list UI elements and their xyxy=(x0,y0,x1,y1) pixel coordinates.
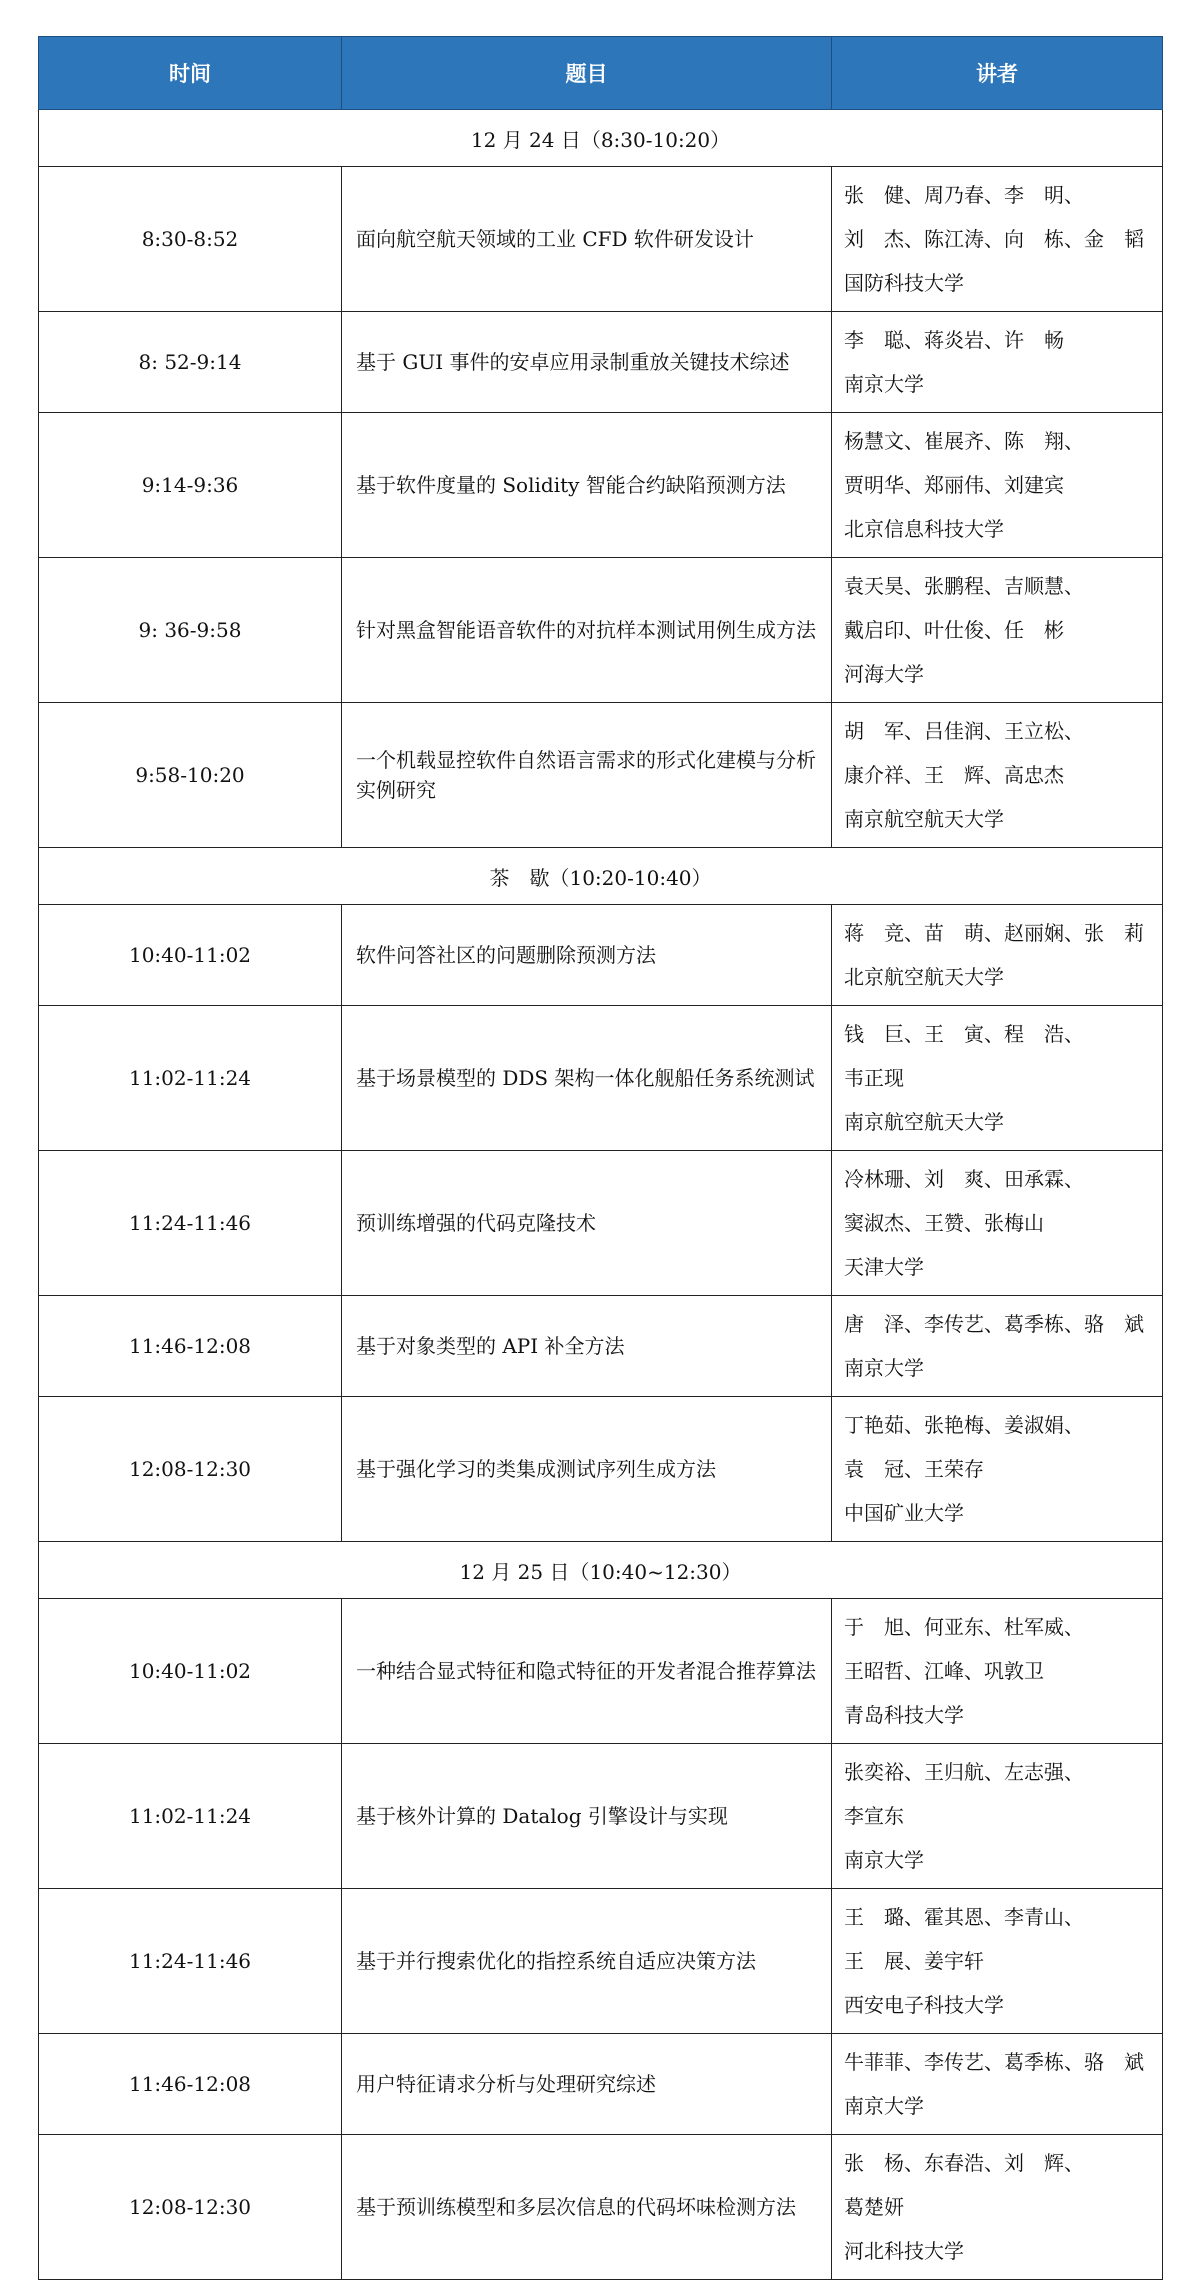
table-row xyxy=(39,1151,1163,1296)
title-cell: 基于预训练模型和多层次信息的代码坏味检测方法 xyxy=(342,2135,832,2280)
time-cell: 11:02-11:24 xyxy=(39,1744,342,1889)
speaker-names: 戴启印、叶仕俊、任 彬 xyxy=(844,618,1064,642)
speaker-cell xyxy=(832,905,1163,1006)
table-row xyxy=(39,1296,1163,1397)
table-row xyxy=(39,2135,1163,2280)
table-row xyxy=(39,1006,1163,1151)
title-cell: 基于 GUI 事件的安卓应用录制重放关键技术综述 xyxy=(342,312,832,413)
speaker-names: 冷林珊、刘 爽、田承霖、 xyxy=(844,1167,1084,1191)
speaker-cell xyxy=(832,167,1163,312)
affiliation: 西安电子科技大学 xyxy=(844,1993,1004,2017)
title-cell: 基于场景模型的 DDS 架构一体化舰船任务系统测试 xyxy=(342,1006,832,1151)
header-speaker: 讲者 xyxy=(832,37,1163,110)
affiliation: 南京大学 xyxy=(844,372,924,396)
speaker-cell xyxy=(832,1744,1163,1889)
speaker-cell xyxy=(832,703,1163,848)
speaker-names: 胡 军、吕佳润、王立松、 xyxy=(844,719,1084,743)
title-cell: 基于并行搜索优化的指控系统自适应决策方法 xyxy=(342,1889,832,2034)
affiliation: 河北科技大学 xyxy=(844,2239,964,2263)
title-cell: 软件问答社区的问题删除预测方法 xyxy=(342,905,832,1006)
time-cell: 11:46-12:08 xyxy=(39,2034,342,2135)
table-row xyxy=(39,2034,1163,2135)
section-row xyxy=(39,110,1163,167)
section-label: 12 月 25 日（10:40~12:30） xyxy=(39,1542,1163,1599)
speaker-cell xyxy=(832,558,1163,703)
speaker-names: 李 聪、蒋炎岩、许 畅 xyxy=(844,328,1064,352)
speaker-names: 杨慧文、崔展齐、陈 翔、 xyxy=(844,429,1084,453)
title-cell: 基于核外计算的 Datalog 引擎设计与实现 xyxy=(342,1744,832,1889)
speaker-names: 刘 杰、陈江涛、向 栋、金 韬 xyxy=(844,227,1144,251)
title-cell: 针对黑盒智能语音软件的对抗样本测试用例生成方法 xyxy=(342,558,832,703)
speaker-cell xyxy=(832,1397,1163,1542)
title-cell: 基于强化学习的类集成测试序列生成方法 xyxy=(342,1397,832,1542)
time-cell: 9: 36-9:58 xyxy=(39,558,342,703)
time-cell: 10:40-11:02 xyxy=(39,905,342,1006)
time-cell: 11:24-11:46 xyxy=(39,1151,342,1296)
speaker-names: 王 展、姜宇轩 xyxy=(844,1949,984,1973)
title-cell: 基于对象类型的 API 补全方法 xyxy=(342,1296,832,1397)
title-cell: 一种结合显式特征和隐式特征的开发者混合推荐算法 xyxy=(342,1599,832,1744)
affiliation: 南京航空航天大学 xyxy=(844,1110,1004,1134)
speaker-names: 袁天昊、张鹏程、吉顺慧、 xyxy=(844,574,1084,598)
speaker-names: 王 璐、霍其恩、李青山、 xyxy=(844,1905,1084,1929)
title-cell: 基于软件度量的 Solidity 智能合约缺陷预测方法 xyxy=(342,413,832,558)
speaker-names: 张 杨、东春浩、刘 辉、 xyxy=(844,2151,1084,2175)
speaker-names: 袁 冠、王荣存 xyxy=(844,1457,984,1481)
table-row xyxy=(39,413,1163,558)
speaker-names: 康介祥、王 辉、高忠杰 xyxy=(844,763,1064,787)
affiliation: 天津大学 xyxy=(844,1255,924,1279)
speaker-cell xyxy=(832,413,1163,558)
speaker-names: 王昭哲、江峰、巩敦卫 xyxy=(844,1659,1044,1683)
speaker-names: 贾明华、郑丽伟、刘建宾 xyxy=(844,473,1064,497)
title-cell: 预训练增强的代码克隆技术 xyxy=(342,1151,832,1296)
time-cell: 8: 52-9:14 xyxy=(39,312,342,413)
speaker-cell xyxy=(832,2034,1163,2135)
table-row xyxy=(39,1744,1163,1889)
table-row xyxy=(39,1599,1163,1744)
schedule-table xyxy=(38,36,1163,2280)
speaker-names: 于 旭、何亚东、杜军威、 xyxy=(844,1615,1084,1639)
time-cell: 11:24-11:46 xyxy=(39,1889,342,2034)
section-label: 茶 歇（10:20-10:40） xyxy=(39,848,1163,905)
speaker-names: 葛楚妍 xyxy=(844,2195,904,2219)
speaker-names: 韦正现 xyxy=(844,1066,904,1090)
time-cell: 12:08-12:30 xyxy=(39,2135,342,2280)
speaker-cell xyxy=(832,1296,1163,1397)
speaker-names: 窦淑杰、王赞、张梅山 xyxy=(844,1211,1044,1235)
speaker-names: 李宣东 xyxy=(844,1804,904,1828)
affiliation: 河海大学 xyxy=(844,662,924,686)
speaker-names: 张 健、周乃春、李 明、 xyxy=(844,183,1084,207)
time-cell: 11:46-12:08 xyxy=(39,1296,342,1397)
section-row xyxy=(39,848,1163,905)
table-row xyxy=(39,312,1163,413)
speaker-cell xyxy=(832,1151,1163,1296)
speaker-names: 唐 泽、李传艺、葛季栋、骆 斌 xyxy=(844,1312,1144,1336)
header-title: 题目 xyxy=(342,37,832,110)
speaker-names: 丁艳茹、张艳梅、姜淑娟、 xyxy=(844,1413,1084,1437)
affiliation: 南京大学 xyxy=(844,1356,924,1380)
affiliation: 国防科技大学 xyxy=(844,271,964,295)
time-cell: 9:14-9:36 xyxy=(39,413,342,558)
speaker-names: 张奕裕、王归航、左志强、 xyxy=(844,1760,1084,1784)
affiliation: 南京大学 xyxy=(844,2094,924,2118)
section-label: 12 月 24 日（8:30-10:20） xyxy=(39,110,1163,167)
schedule-container xyxy=(38,36,1162,2280)
title-cell: 一个机载显控软件自然语言需求的形式化建模与分析实例研究 xyxy=(342,703,832,848)
table-row xyxy=(39,905,1163,1006)
speaker-cell xyxy=(832,1599,1163,1744)
affiliation: 中国矿业大学 xyxy=(844,1501,964,1525)
title-cell: 面向航空航天领域的工业 CFD 软件研发设计 xyxy=(342,167,832,312)
time-cell: 10:40-11:02 xyxy=(39,1599,342,1744)
header-row xyxy=(39,37,1163,110)
section-row xyxy=(39,1542,1163,1599)
time-cell: 8:30-8:52 xyxy=(39,167,342,312)
time-cell: 11:02-11:24 xyxy=(39,1006,342,1151)
affiliation: 南京大学 xyxy=(844,1848,924,1872)
speaker-cell xyxy=(832,1006,1163,1151)
table-row xyxy=(39,1397,1163,1542)
schedule-body xyxy=(39,110,1163,2280)
affiliation: 南京航空航天大学 xyxy=(844,807,1004,831)
speaker-cell xyxy=(832,2135,1163,2280)
time-cell: 9:58-10:20 xyxy=(39,703,342,848)
affiliation: 青岛科技大学 xyxy=(844,1703,964,1727)
time-cell: 12:08-12:30 xyxy=(39,1397,342,1542)
speaker-names: 蒋 竞、苗 萌、赵丽娴、张 莉 xyxy=(844,921,1144,945)
speaker-names: 钱 巨、王 寅、程 浩、 xyxy=(844,1022,1084,1046)
table-row xyxy=(39,1889,1163,2034)
header-time: 时间 xyxy=(39,37,342,110)
speaker-names: 牛菲菲、李传艺、葛季栋、骆 斌 xyxy=(844,2050,1144,2074)
table-row xyxy=(39,703,1163,848)
speaker-cell xyxy=(832,312,1163,413)
table-row xyxy=(39,558,1163,703)
affiliation: 北京航空航天大学 xyxy=(844,965,1004,989)
speaker-cell xyxy=(832,1889,1163,2034)
affiliation: 北京信息科技大学 xyxy=(844,517,1004,541)
table-row xyxy=(39,167,1163,312)
title-cell: 用户特征请求分析与处理研究综述 xyxy=(342,2034,832,2135)
